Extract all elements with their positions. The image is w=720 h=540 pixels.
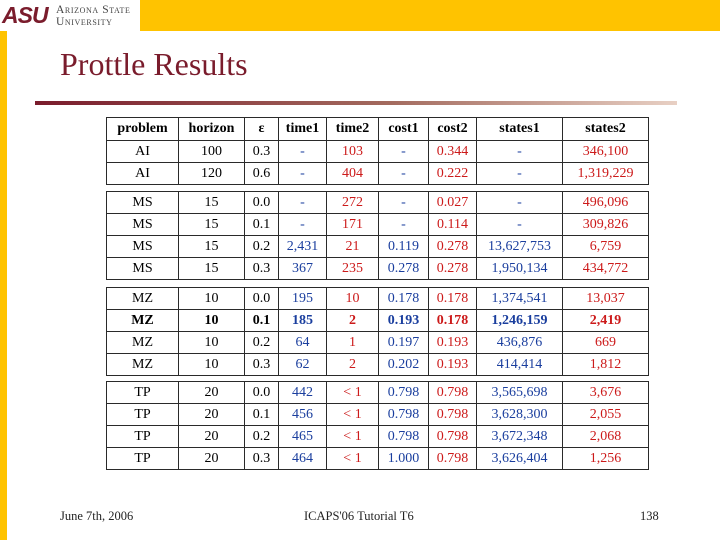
table-cell: - <box>477 163 563 185</box>
table-row <box>107 310 649 332</box>
table-cell: 434,772 <box>563 258 649 280</box>
table-cell: 0.202 <box>379 354 429 376</box>
column-header: time2 <box>327 118 379 141</box>
table-cell: 0.3 <box>245 141 279 163</box>
table-cell: 496,096 <box>563 192 649 214</box>
table-cell: MZ <box>107 332 179 354</box>
column-header: horizon <box>179 118 245 141</box>
table-cell: 1,812 <box>563 354 649 376</box>
problem-group-block <box>106 191 649 280</box>
table-cell: 309,826 <box>563 214 649 236</box>
table-cell: 3,565,698 <box>477 382 563 404</box>
table-cell: 0.798 <box>379 382 429 404</box>
table-cell: 10 <box>179 310 245 332</box>
table-cell: 10 <box>179 288 245 310</box>
table-row <box>107 382 649 404</box>
table-cell: 0.222 <box>429 163 477 185</box>
table-cell: - <box>279 163 327 185</box>
table-cell: 0.3 <box>245 354 279 376</box>
table-row <box>107 141 649 163</box>
table-cell: - <box>477 192 563 214</box>
table-cell: AI <box>107 141 179 163</box>
table-cell: - <box>477 141 563 163</box>
table-cell: 0.798 <box>379 404 429 426</box>
table-row <box>107 258 649 280</box>
table-cell: 15 <box>179 258 245 280</box>
table-cell: 0.2 <box>245 426 279 448</box>
table-cell: 2,431 <box>279 236 327 258</box>
table-cell: 0.278 <box>429 236 477 258</box>
table-row <box>107 404 649 426</box>
table-cell: 2,419 <box>563 310 649 332</box>
table-cell: 15 <box>179 214 245 236</box>
table-cell: 0.197 <box>379 332 429 354</box>
table-cell: 20 <box>179 448 245 470</box>
table-cell: 103 <box>327 141 379 163</box>
table-cell: < 1 <box>327 448 379 470</box>
table-cell: 367 <box>279 258 327 280</box>
table-cell: 464 <box>279 448 327 470</box>
footer-date: June 7th, 2006 <box>60 509 134 523</box>
table-cell: 442 <box>279 382 327 404</box>
table-cell: 0.2 <box>245 236 279 258</box>
table-cell: 20 <box>179 382 245 404</box>
table-cell: 120 <box>179 163 245 185</box>
table-cell: 171 <box>327 214 379 236</box>
table-cell: 0.0 <box>245 382 279 404</box>
results-table <box>106 117 648 472</box>
table-row <box>107 192 649 214</box>
table-cell: 10 <box>327 288 379 310</box>
table-cell: 0.0 <box>245 192 279 214</box>
table-cell: 3,628,300 <box>477 404 563 426</box>
column-header: cost2 <box>429 118 477 141</box>
university-name <box>56 4 131 28</box>
problem-group-block <box>106 140 649 185</box>
table-cell: 3,676 <box>563 382 649 404</box>
table-cell: TP <box>107 382 179 404</box>
table-cell: 0.344 <box>429 141 477 163</box>
table-cell: 669 <box>563 332 649 354</box>
table-cell: 0.193 <box>429 332 477 354</box>
university-line-2: University <box>56 15 113 28</box>
table-cell: 2,068 <box>563 426 649 448</box>
table-cell: MZ <box>107 288 179 310</box>
table-cell: 0.119 <box>379 236 429 258</box>
table-cell: 13,627,753 <box>477 236 563 258</box>
table-cell: 0.1 <box>245 310 279 332</box>
table-cell: 6,759 <box>563 236 649 258</box>
table-cell: AI <box>107 163 179 185</box>
table-row <box>107 163 649 185</box>
table-cell: - <box>379 214 429 236</box>
table-cell: 0.278 <box>379 258 429 280</box>
table-cell: 62 <box>279 354 327 376</box>
table-row <box>107 426 649 448</box>
table-cell: MS <box>107 192 179 214</box>
table-cell: 10 <box>179 332 245 354</box>
table-cell: 0.798 <box>429 448 477 470</box>
table-cell: 0.027 <box>429 192 477 214</box>
table-cell: 1 <box>327 332 379 354</box>
table-row <box>107 288 649 310</box>
table-row <box>107 448 649 470</box>
table-cell: 0.1 <box>245 214 279 236</box>
problem-group-block <box>106 381 649 470</box>
table-cell: 2 <box>327 310 379 332</box>
table-cell: 0.1 <box>245 404 279 426</box>
table-cell: 0.178 <box>429 310 477 332</box>
footer-page-number: 138 <box>640 509 659 523</box>
column-header: cost1 <box>379 118 429 141</box>
footer-event: ICAPS'06 Tutorial T6 <box>304 509 414 523</box>
table-cell: < 1 <box>327 426 379 448</box>
table-cell: TP <box>107 448 179 470</box>
table-cell: 20 <box>179 426 245 448</box>
column-header: states1 <box>477 118 563 141</box>
table-cell: 1,319,229 <box>563 163 649 185</box>
table-cell: 0.2 <box>245 332 279 354</box>
table-cell: 185 <box>279 310 327 332</box>
table-cell: - <box>279 141 327 163</box>
table-cell: 0.798 <box>429 404 477 426</box>
table-cell: 0.3 <box>245 258 279 280</box>
title-divider <box>35 101 677 105</box>
problem-group-block <box>106 287 649 376</box>
table-cell: 0.798 <box>429 382 477 404</box>
table-cell: 465 <box>279 426 327 448</box>
table-cell: - <box>279 192 327 214</box>
table-cell: 10 <box>179 354 245 376</box>
table-cell: 0.6 <box>245 163 279 185</box>
table-cell: 15 <box>179 236 245 258</box>
table-cell: 1.000 <box>379 448 429 470</box>
column-header: states2 <box>563 118 649 141</box>
table-cell: 3,672,348 <box>477 426 563 448</box>
logo-mark: ASU <box>2 2 48 28</box>
table-header <box>106 117 649 141</box>
table-row <box>107 354 649 376</box>
table-cell: 2,055 <box>563 404 649 426</box>
table-cell: 0.178 <box>429 288 477 310</box>
table-cell: MZ <box>107 310 179 332</box>
table-cell: MS <box>107 214 179 236</box>
table-cell: 0.3 <box>245 448 279 470</box>
table-cell: 1,256 <box>563 448 649 470</box>
column-header: time1 <box>279 118 327 141</box>
slide-title: Prottle Results <box>60 46 248 82</box>
table-cell: 64 <box>279 332 327 354</box>
university-line-1: Arizona State <box>56 3 131 16</box>
table-cell: < 1 <box>327 382 379 404</box>
table-cell: 414,414 <box>477 354 563 376</box>
table-cell: MS <box>107 236 179 258</box>
asu-logo <box>0 0 140 31</box>
table-cell: - <box>279 214 327 236</box>
table-cell: 15 <box>179 192 245 214</box>
table-cell: 195 <box>279 288 327 310</box>
table-cell: 272 <box>327 192 379 214</box>
left-brand-bar <box>0 31 7 540</box>
table-cell: 0.193 <box>379 310 429 332</box>
table-cell: - <box>379 141 429 163</box>
table-cell: 456 <box>279 404 327 426</box>
table-cell: 1,374,541 <box>477 288 563 310</box>
table-row <box>107 236 649 258</box>
table-cell: 3,626,404 <box>477 448 563 470</box>
table-cell: 1,950,134 <box>477 258 563 280</box>
table-cell: 346,100 <box>563 141 649 163</box>
table-cell: 0.0 <box>245 288 279 310</box>
table-cell: MZ <box>107 354 179 376</box>
table-cell: 0.178 <box>379 288 429 310</box>
column-header: problem <box>107 118 179 141</box>
table-cell: 404 <box>327 163 379 185</box>
table-cell: TP <box>107 404 179 426</box>
table-cell: - <box>477 214 563 236</box>
table-row <box>107 332 649 354</box>
table-cell: - <box>379 163 429 185</box>
table-cell: 0.114 <box>429 214 477 236</box>
table-cell: 13,037 <box>563 288 649 310</box>
table-cell: 0.193 <box>429 354 477 376</box>
table-cell: 436,876 <box>477 332 563 354</box>
table-cell: 235 <box>327 258 379 280</box>
table-cell: 1,246,159 <box>477 310 563 332</box>
table-cell: 21 <box>327 236 379 258</box>
table-cell: 2 <box>327 354 379 376</box>
table-cell: - <box>379 192 429 214</box>
table-cell: MS <box>107 258 179 280</box>
table-cell: TP <box>107 426 179 448</box>
table-cell: < 1 <box>327 404 379 426</box>
table-cell: 0.798 <box>429 426 477 448</box>
column-header: ε <box>245 118 279 141</box>
table-cell: 20 <box>179 404 245 426</box>
table-row <box>107 214 649 236</box>
table-cell: 0.278 <box>429 258 477 280</box>
header-row <box>107 118 649 141</box>
table-cell: 0.798 <box>379 426 429 448</box>
table-cell: 100 <box>179 141 245 163</box>
